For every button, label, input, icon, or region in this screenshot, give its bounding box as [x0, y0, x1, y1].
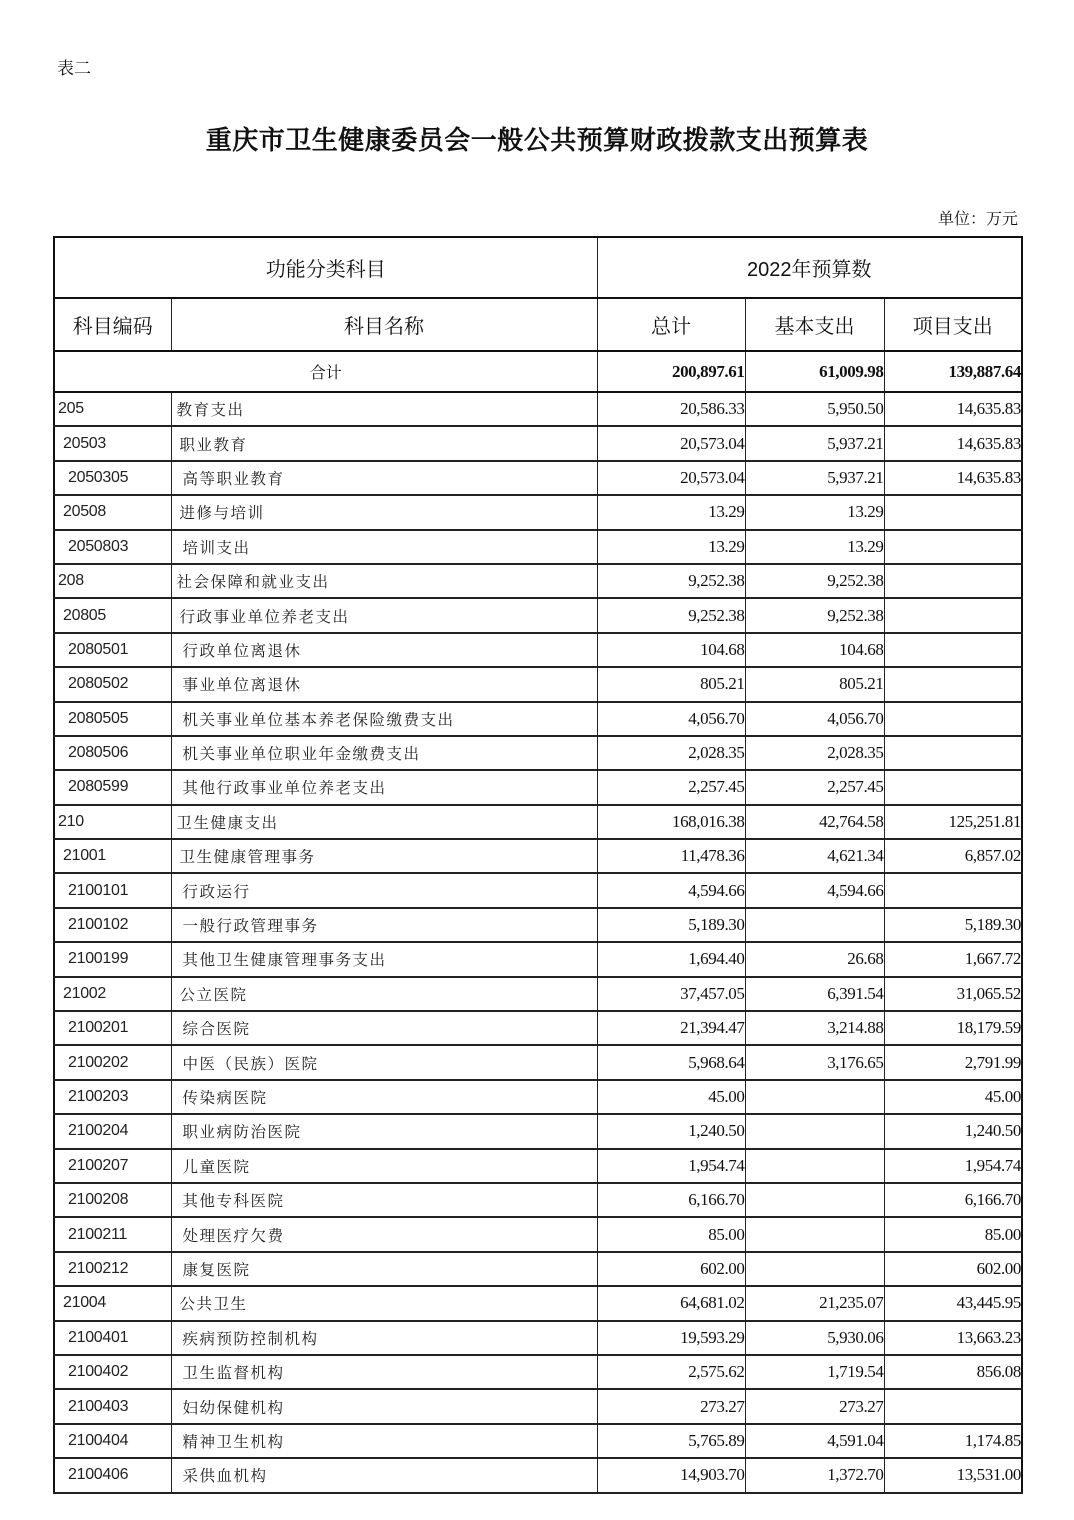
row-total: 1,240.50 [597, 1114, 745, 1148]
table-row [54, 1355, 1022, 1389]
row-total: 14,903.70 [597, 1458, 745, 1492]
row-project: 14,635.83 [884, 426, 1022, 460]
row-basic: 104.68 [745, 633, 884, 667]
row-code: 21004 [54, 1286, 171, 1320]
row-basic: 21,235.07 [745, 1286, 884, 1320]
table-row [54, 1321, 1022, 1355]
row-project: 13,531.00 [884, 1458, 1022, 1492]
row-code: 2100207 [54, 1149, 171, 1183]
row-basic [745, 1252, 884, 1286]
row-basic: 9,252.38 [745, 564, 884, 598]
table-row [54, 977, 1022, 1011]
row-name: 公共卫生 [171, 1286, 597, 1320]
row-basic: 26.68 [745, 942, 884, 976]
row-total: 805.21 [597, 667, 745, 701]
table-row [54, 942, 1022, 976]
table-row [54, 1149, 1022, 1183]
row-code: 2100101 [54, 873, 171, 907]
row-basic: 13.29 [745, 530, 884, 564]
row-total: 9,252.38 [597, 598, 745, 632]
table-row [54, 633, 1022, 667]
row-project [884, 633, 1022, 667]
row-basic: 5,937.21 [745, 426, 884, 460]
row-name: 采供血机构 [171, 1458, 597, 1492]
row-project [884, 667, 1022, 701]
header-name: 科目名称 [171, 298, 597, 351]
row-project: 18,179.59 [884, 1011, 1022, 1045]
budget-table [53, 236, 1023, 1494]
row-name: 职业病防治医院 [171, 1114, 597, 1148]
row-basic: 2,257.45 [745, 770, 884, 804]
row-total: 5,189.30 [597, 908, 745, 942]
row-code: 2100402 [54, 1355, 171, 1389]
row-project [884, 1389, 1022, 1423]
row-total: 13.29 [597, 495, 745, 529]
row-project [884, 702, 1022, 736]
row-name: 其他卫生健康管理事务支出 [171, 942, 597, 976]
row-total: 1,954.74 [597, 1149, 745, 1183]
row-basic: 273.27 [745, 1389, 884, 1423]
unit-label: 单位：万元 [937, 209, 1018, 228]
table-row [54, 426, 1022, 460]
row-project [884, 736, 1022, 770]
row-code: 2100204 [54, 1114, 171, 1148]
row-project: 1,174.85 [884, 1424, 1022, 1458]
row-name: 行政运行 [171, 873, 597, 907]
table-row [54, 461, 1022, 495]
row-name: 教育支出 [171, 392, 597, 426]
row-name: 一般行政管理事务 [171, 908, 597, 942]
row-name: 公立医院 [171, 977, 597, 1011]
table-row [54, 530, 1022, 564]
row-code: 2100201 [54, 1011, 171, 1045]
row-project: 125,251.81 [884, 805, 1022, 839]
row-name: 康复医院 [171, 1252, 597, 1286]
row-name: 机关事业单位职业年金缴费支出 [171, 736, 597, 770]
row-total: 45.00 [597, 1080, 745, 1114]
row-project: 85.00 [884, 1217, 1022, 1251]
row-name: 行政事业单位养老支出 [171, 598, 597, 632]
row-name: 机关事业单位基本养老保险缴费支出 [171, 702, 597, 736]
row-total: 13.29 [597, 530, 745, 564]
row-project [884, 770, 1022, 804]
row-project: 1,240.50 [884, 1114, 1022, 1148]
row-total: 4,056.70 [597, 702, 745, 736]
row-name: 卫生监督机构 [171, 1355, 597, 1389]
row-basic: 1,719.54 [745, 1355, 884, 1389]
row-code: 2100406 [54, 1458, 171, 1492]
row-project: 14,635.83 [884, 461, 1022, 495]
row-basic [745, 1183, 884, 1217]
row-project: 45.00 [884, 1080, 1022, 1114]
row-name: 综合医院 [171, 1011, 597, 1045]
row-code: 210 [54, 805, 171, 839]
table-row [54, 1183, 1022, 1217]
table-row [54, 839, 1022, 873]
header-basic: 基本支出 [745, 298, 884, 351]
row-code: 205 [54, 392, 171, 426]
table-row [54, 564, 1022, 598]
table-row [54, 495, 1022, 529]
table-row [54, 805, 1022, 839]
row-total: 273.27 [597, 1389, 745, 1423]
row-basic [745, 1149, 884, 1183]
row-basic: 9,252.38 [745, 598, 884, 632]
row-code: 21001 [54, 839, 171, 873]
row-total: 20,586.33 [597, 392, 745, 426]
row-code: 2100199 [54, 942, 171, 976]
row-total: 9,252.38 [597, 564, 745, 598]
table-row [54, 908, 1022, 942]
row-project: 43,445.95 [884, 1286, 1022, 1320]
row-total: 5,968.64 [597, 1045, 745, 1079]
row-code: 20508 [54, 495, 171, 529]
row-basic: 4,621.34 [745, 839, 884, 873]
header-total: 总计 [597, 298, 745, 351]
header-column-row [54, 298, 1022, 351]
row-code: 2100404 [54, 1424, 171, 1458]
row-project [884, 564, 1022, 598]
total-label: 合计 [54, 351, 597, 392]
row-name: 儿童医院 [171, 1149, 597, 1183]
row-total: 6,166.70 [597, 1183, 745, 1217]
row-basic: 42,764.58 [745, 805, 884, 839]
row-total: 20,573.04 [597, 461, 745, 495]
row-name: 职业教育 [171, 426, 597, 460]
row-code: 2100401 [54, 1321, 171, 1355]
table-row [54, 1011, 1022, 1045]
table-row [54, 1217, 1022, 1251]
row-name: 事业单位离退休 [171, 667, 597, 701]
row-name: 传染病医院 [171, 1080, 597, 1114]
row-total: 19,593.29 [597, 1321, 745, 1355]
row-total: 20,573.04 [597, 426, 745, 460]
row-project [884, 598, 1022, 632]
row-code: 2080502 [54, 667, 171, 701]
table-row [54, 392, 1022, 426]
row-name: 精神卫生机构 [171, 1424, 597, 1458]
row-name: 疾病预防控制机构 [171, 1321, 597, 1355]
row-name: 高等职业教育 [171, 461, 597, 495]
row-project: 1,954.74 [884, 1149, 1022, 1183]
table-row [54, 873, 1022, 907]
row-project: 14,635.83 [884, 392, 1022, 426]
row-code: 2080505 [54, 702, 171, 736]
row-project [884, 495, 1022, 529]
table-row [54, 702, 1022, 736]
row-code: 2100403 [54, 1389, 171, 1423]
row-code: 20503 [54, 426, 171, 460]
row-total: 64,681.02 [597, 1286, 745, 1320]
row-project: 856.08 [884, 1355, 1022, 1389]
header-category-group: 功能分类科目 [54, 237, 597, 298]
row-basic [745, 1114, 884, 1148]
table-row [54, 1045, 1022, 1079]
row-basic: 1,372.70 [745, 1458, 884, 1492]
row-basic: 2,028.35 [745, 736, 884, 770]
row-total: 168,016.38 [597, 805, 745, 839]
row-code: 2100203 [54, 1080, 171, 1114]
row-total: 4,594.66 [597, 873, 745, 907]
header-budget-group: 2022年预算数 [597, 237, 1022, 298]
row-total: 85.00 [597, 1217, 745, 1251]
row-code: 2080501 [54, 633, 171, 667]
header-code: 科目编码 [54, 298, 171, 351]
row-project: 13,663.23 [884, 1321, 1022, 1355]
row-name: 妇幼保健机构 [171, 1389, 597, 1423]
total-project: 139,887.64 [884, 351, 1022, 392]
row-basic: 4,056.70 [745, 702, 884, 736]
table-row [54, 736, 1022, 770]
row-total: 2,257.45 [597, 770, 745, 804]
table-row [54, 1424, 1022, 1458]
row-project: 5,189.30 [884, 908, 1022, 942]
row-project: 1,667.72 [884, 942, 1022, 976]
row-name: 其他行政事业单位养老支出 [171, 770, 597, 804]
row-code: 2100202 [54, 1045, 171, 1079]
row-name: 其他专科医院 [171, 1183, 597, 1217]
row-name: 卫生健康支出 [171, 805, 597, 839]
row-basic: 5,950.50 [745, 392, 884, 426]
header-group-row [54, 237, 1022, 298]
row-project: 2,791.99 [884, 1045, 1022, 1079]
table-row [54, 770, 1022, 804]
row-total: 21,394.47 [597, 1011, 745, 1045]
row-code: 20805 [54, 598, 171, 632]
row-code: 2100211 [54, 1217, 171, 1251]
row-code: 2100212 [54, 1252, 171, 1286]
row-basic: 4,591.04 [745, 1424, 884, 1458]
table-row [54, 1458, 1022, 1492]
row-project: 31,065.52 [884, 977, 1022, 1011]
header-project: 项目支出 [884, 298, 1022, 351]
row-code: 2080506 [54, 736, 171, 770]
row-total: 2,028.35 [597, 736, 745, 770]
row-total: 104.68 [597, 633, 745, 667]
row-basic: 5,930.06 [745, 1321, 884, 1355]
total-row [54, 351, 1022, 392]
table-row [54, 1080, 1022, 1114]
row-basic: 13.29 [745, 495, 884, 529]
page-title: 重庆市卫生健康委员会一般公共预算财政拨款支出预算表 [205, 126, 869, 156]
row-basic [745, 1080, 884, 1114]
row-basic: 3,176.65 [745, 1045, 884, 1079]
row-project: 602.00 [884, 1252, 1022, 1286]
row-name: 社会保障和就业支出 [171, 564, 597, 598]
table-number: 表二 [57, 59, 91, 79]
row-code: 2100208 [54, 1183, 171, 1217]
row-basic [745, 1217, 884, 1251]
row-project: 6,857.02 [884, 839, 1022, 873]
row-total: 5,765.89 [597, 1424, 745, 1458]
row-code: 2080599 [54, 770, 171, 804]
row-code: 208 [54, 564, 171, 598]
row-name: 处理医疗欠费 [171, 1217, 597, 1251]
row-total: 1,694.40 [597, 942, 745, 976]
table-row [54, 1114, 1022, 1148]
row-code: 2050305 [54, 461, 171, 495]
row-basic [745, 908, 884, 942]
row-basic: 805.21 [745, 667, 884, 701]
table-row [54, 667, 1022, 701]
row-name: 培训支出 [171, 530, 597, 564]
table-row [54, 1286, 1022, 1320]
row-code: 2050803 [54, 530, 171, 564]
row-basic: 5,937.21 [745, 461, 884, 495]
total-basic: 61,009.98 [745, 351, 884, 392]
row-basic: 6,391.54 [745, 977, 884, 1011]
table-row [54, 1389, 1022, 1423]
total-total: 200,897.61 [597, 351, 745, 392]
row-project: 6,166.70 [884, 1183, 1022, 1217]
row-name: 中医（民族）医院 [171, 1045, 597, 1079]
row-basic: 3,214.88 [745, 1011, 884, 1045]
row-name: 卫生健康管理事务 [171, 839, 597, 873]
row-name: 进修与培训 [171, 495, 597, 529]
row-code: 2100102 [54, 908, 171, 942]
table-row [54, 1252, 1022, 1286]
row-total: 37,457.05 [597, 977, 745, 1011]
row-name: 行政单位离退休 [171, 633, 597, 667]
row-project [884, 873, 1022, 907]
row-total: 2,575.62 [597, 1355, 745, 1389]
table-row [54, 598, 1022, 632]
row-total: 602.00 [597, 1252, 745, 1286]
row-basic: 4,594.66 [745, 873, 884, 907]
row-code: 21002 [54, 977, 171, 1011]
row-project [884, 530, 1022, 564]
row-total: 11,478.36 [597, 839, 745, 873]
